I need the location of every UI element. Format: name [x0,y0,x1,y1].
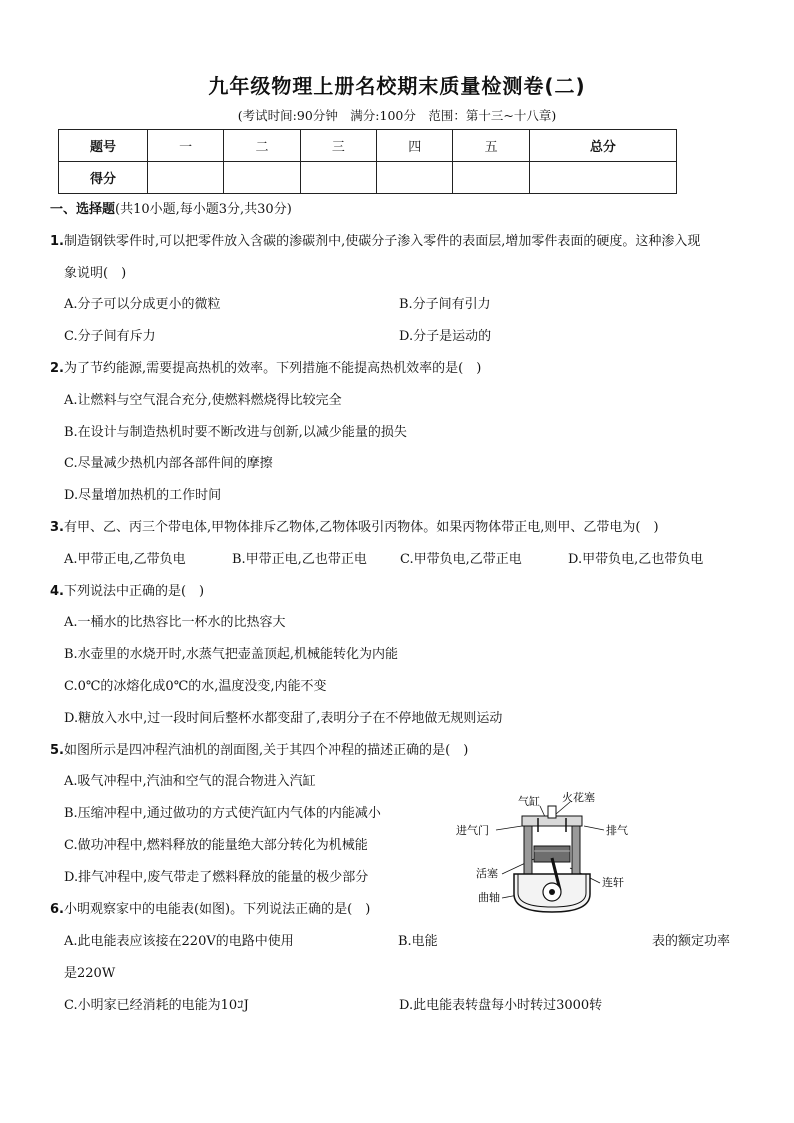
question-1-stem [50,233,700,251]
option-4c: C.0℃的冰熔化成0℃的水,温度没变,内能不变 [64,679,327,694]
option-6b-part1: B.电能 [398,934,438,949]
option-2c: C.尽量减少热机内部各部件间的摩擦 [64,456,273,471]
option-4b: B.水壶里的水烧开时,水蒸气把壶盖顶起,机械能转化为内能 [64,647,398,662]
question-number: 1. [50,234,64,249]
score-blank [224,162,300,194]
option-2a: A.让燃料与空气混合充分,使燃料燃烧得比较完全 [64,393,342,408]
option-1c: C.分子间有斥力 [64,329,156,344]
question-text: 有甲、乙、丙三个带电体,甲物体排斥乙物体,乙物体吸引丙物体。如果丙物体带正电,则甲、乙带电为( ) [63,520,659,535]
question-text: 下列说法中正确的是( ) [63,584,205,599]
option-5d: D.排气冲程中,废气带走了燃料释放的能量的极少部分 [64,870,369,885]
option-6d: D.此电能表转盘每小时转过3000转 [399,998,603,1013]
label-spark-plug: 火花塞 [562,791,595,804]
question-4-stem [50,583,204,601]
label-exhaust: 排气 [606,824,628,837]
score-table [58,129,677,194]
option-5c: C.做功冲程中,燃料释放的能量绝大部分转化为机械能 [64,838,368,853]
score-blank [377,162,453,194]
option-2b: B.在设计与制造热机时要不断改进与创新,以减少能量的损失 [64,425,407,440]
question-5-stem [50,742,468,760]
label-cylinder: 气缸 [518,795,540,808]
score-table-cell: 得分 [59,162,148,194]
option-4a: A.一桶水的比热容比一杯水的比热容大 [64,615,286,630]
question-text: 小明观察家中的电能表(如图)。下列说法正确的是( ) [63,902,371,917]
label-crankshaft: 曲轴 [478,891,500,904]
option-3d: D.甲带负电,乙也带负电 [568,552,704,567]
question-text: 为了节约能源,需要提高热机的效率。下列措施不能提高热机效率的是( ) [63,361,482,376]
option-2d: D.尽量增加热机的工作时间 [64,488,222,503]
option-6b-cont: 是220W [64,966,116,981]
question-number: 6. [50,902,64,917]
score-table-score-row [59,162,677,194]
option-4d: D.糖放入水中,过一段时间后整杯水都变甜了,表明分子在不停地做无规则运动 [64,711,503,726]
option-3b: B.甲带正电,乙也带正电 [232,552,367,567]
section-heading-bold: 一、选择题 [50,202,116,217]
section-heading-rest: (共10小题,每小题3分,共30分) [115,202,292,217]
question-text: 如图所示是四冲程汽油机的剖面图,关于其四个冲程的描述正确的是( ) [63,743,469,758]
score-table-cell: 三 [300,130,376,162]
score-table-header-row [59,130,677,162]
section-heading [50,201,292,219]
question-number: 3. [50,520,64,535]
exam-info: (考试时间:90分钟 满分:100分 范围：第十三~十八章) [237,108,557,123]
question-number: 4. [50,584,64,599]
option-6c: C.小明家已经消耗的电能为10ｺJ [64,998,249,1013]
question-6-stem [50,901,370,919]
option-6b-part2: 表的额定功率 [652,934,731,949]
label-intake-valve: 进气门 [456,824,489,837]
question-text: 制造钢铁零件时,可以把零件放入含碳的渗碳剂中,使碳分子渗入零件的表面层,增加零件表面的硬度。这种渗入现 [63,234,701,249]
score-table-cell: 四 [377,130,453,162]
score-blank [148,162,224,194]
score-blank [453,162,529,194]
score-blank [529,162,676,194]
option-6a: A.此电能表应该接在220V的电路中使用 [64,934,294,949]
question-2-stem [50,360,481,378]
question-3-stem [50,519,659,537]
score-table-cell: 二 [224,130,300,162]
question-number: 2. [50,361,64,376]
score-table-cell: 一 [148,130,224,162]
option-5a: A.吸气冲程中,汽油和空气的混合物进入汽缸 [64,774,316,789]
score-table-cell: 题号 [59,130,148,162]
page-title: 九年级物理上册名校期末质量检测卷(二) [208,74,586,98]
engine-cross-section-figure [452,786,652,914]
option-3c: C.甲带负电,乙带正电 [400,552,522,567]
label-piston: 活塞 [476,867,498,880]
option-1b: B.分子间有引力 [399,297,491,312]
label-connecting-rod: 连轩 [602,876,624,889]
option-3a: A.甲带正电,乙带负电 [64,552,186,567]
question-1-stem-cont: 象说明( ) [64,266,127,281]
option-1d: D.分子是运动的 [399,329,492,344]
option-1a: A.分子可以分成更小的微粒 [64,297,221,312]
score-table-cell: 五 [453,130,529,162]
question-number: 5. [50,743,64,758]
option-5b: B.压缩冲程中,通过做功的方式使汽缸内气体的内能减小 [64,806,381,821]
score-table-cell: 总分 [529,130,676,162]
score-blank [300,162,376,194]
